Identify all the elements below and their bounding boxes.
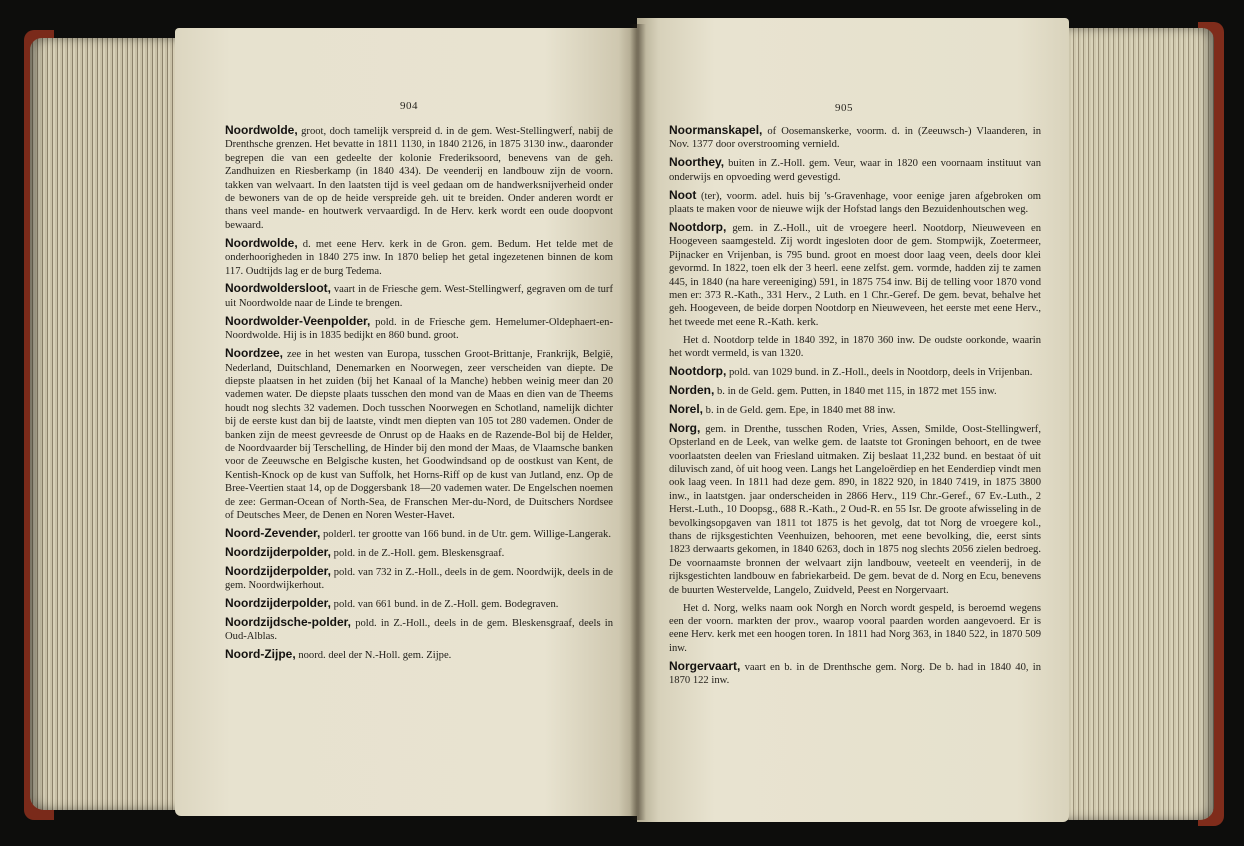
dictionary-entry <box>669 334 1041 361</box>
entry-headword: Noordzee, <box>225 346 284 361</box>
left-page-text <box>225 124 613 667</box>
dictionary-entry <box>669 422 1041 597</box>
entry-headword: Noordzijderpolder, <box>225 563 332 578</box>
entry-text: (ter), voorm. adel. huis bij 's-Gravenhage, voor eenige jaren afgebroken om plaats te maken voor de nieuwe wijk der Hofstad langs den Bezuidenhoutschen weg. <box>669 190 1041 216</box>
dictionary-entry <box>225 648 613 662</box>
entry-headword: Norg, <box>669 420 701 435</box>
entry-text: pold. in Z.-Holl., deels in de gem. Bleskensgraaf, deels in Oud-Alblas. <box>225 617 613 643</box>
entry-text: of Oosemanskerke, voorm. d. in (Zeeuwsch-) Vlaanderen, in Nov. 1377 door overstrooming vernield. <box>669 126 1041 151</box>
entry-text: buiten in Z.-Holl. gem. Veur, waar in 1820 een voornaam instituut van onderwijs en opvoeding werd gevestigd. <box>669 158 1041 183</box>
entry-text: groot, doch tamelijk verspreid d. in de gem. West-Stellingwerf, nabij de Drenthsche grenzen. Het bevatte in 1811 1130, in 1840 2126, in 1875 3130 inw., daaronder begrepen die van een gedeelte der kolonie Frederiksoord, benevens van de geh. Zandhuizen en Riesberkamp (in 1840 434). De veenderij en landbouw zijn de voorn. takken van welvaart. In den laatsten tijd is veel gedaan om de handwerksnijverheid onder de bewoners van de op de heide verspreide geh. uit te breiden. Onder anderen wordt er thans veel mande- en houtwerk vervaardigd. In de Herv. kerk wordt een oude doopvont bewaard. <box>225 126 613 231</box>
book-gutter <box>630 24 646 820</box>
entry-headword: Norel, <box>669 401 704 416</box>
entry-text: Het d. Norg, welks naam ook Norgh en Norch wordt gespeld, is beroemd wegens een der voorn. markten der prov., waarop vooral paarden worden aangevoerd. Er is eene Herv. kerk met een hoogen toren. In 1811 had Norg 363, in 1840 522, in 1870 509 inw. <box>669 602 1041 654</box>
dictionary-entry <box>225 282 613 310</box>
entry-headword: Noord-Zijpe, <box>225 647 296 662</box>
entry-text: pold. van 1029 bund. in Z.-Holl., deels in Nootdorp, deels in Vrijenban. <box>726 367 1033 378</box>
entry-headword: Noordzijderpolder, <box>225 544 332 559</box>
entry-text: pold. van 732 in Z.-Holl., deels in de gem. Noordwijk, deels in de gem. Noordwijkerhout. <box>225 566 613 592</box>
entry-text: vaart in de Friesche gem. West-Stellingwerf, gegraven om de turf uit Noordwolde naar de Linde te brengen. <box>225 284 613 309</box>
page-number: 905 <box>835 102 853 114</box>
entry-headword: Noot <box>669 187 697 202</box>
dictionary-entry <box>225 124 613 232</box>
entry-headword: Noordwolder-Veenpolder, <box>225 313 371 328</box>
dictionary-entry <box>669 602 1041 656</box>
entry-headword: Noormanskapel, <box>669 123 763 137</box>
dictionary-entry <box>225 237 613 278</box>
entry-text: gem. in Z.-Holl., uit de vroegere heerl. Nootdorp, Nieuweveen en Hoogeveen saamgesteld. Zij wordt ingesloten door de gem. Stompwijk, Zoetermeer, Pijnacker en Vrijenban, is 795 bund. groot en moest door laag veen, deels door klei gevormd. In 1822, toen elk der 3 heerl. eene zelfst. gem. vormde, hadden zij te zamen 445, in 1840 (na hare vereeniging) 591, in 1875 754 inw. Bij de telling voor 1870 vond men er: 373 R.-Kath., 331 Herv., 2 Luth. en 1 Chr.-Geref. De gem. bevat, behalve het geh. Hoogeveen, de beide dorpen Nootdorp en Nieuweveen, het eerste met eene Herv., het tweede met eene R.-Kath. kerk. <box>669 222 1041 328</box>
entry-text: polderl. ter grootte van 166 bund. in de Utr. gem. Willige-Langerak. <box>320 528 611 540</box>
dictionary-entry <box>225 546 613 560</box>
entry-headword: Nootdorp, <box>669 219 727 234</box>
dictionary-entry <box>225 315 613 343</box>
dictionary-entry <box>669 365 1041 379</box>
entry-headword: Norgervaart, <box>669 658 741 673</box>
entry-text: zee in het westen van Europa, tusschen Groot-Brittanje, Frankrijk, België, Nederland, Duitschland, Denemarken en Noorwegen, zeer verscheiden van diepte. De diepste plaatsen in het zuiden (bij het Kanaal of la Manche) hebben weinig meer dan 20 vademen water. De diepste plaats tusschen den mond van de Maas en dien van de Theems houdt nog slechts 32 vademen. Doch tusschen Noorwegen en Schotland, namelijk dichter bij de eerste kust dan bij de laatste, vindt men diepten van 105 tot 280 vademen. Onder de banken zijn de meest gevreesde de Onrust op de Haaks en de Razende-Bol bij de Helder, de Noordvaarder bij Terschelling, de Hinder bij den mond der Maas, de Vlaamsche banken voor de Zeeuwsche en Belgische kusten, het Goodwindsand op de oostkust van Kent, de Kentish-Knock op de kust van Suffolk, het Horns-Riff op de kust van Jutland, enz. Op de Bree-Veertien staat 14, op de Doggersbank 18—20 vademen water. De Engelschen noemen de zee: German-Ocean of North-Sea, de Franschen Mer-du-Nord, de Duitschers Nordsee of Deutsches Meer, de Denen en Noren Wester-Havet. <box>225 349 614 521</box>
entry-text: pold. van 661 bund. in de Z.-Holl. gem. Bodegraven. <box>331 599 559 610</box>
left-page <box>175 28 637 816</box>
dictionary-entry <box>669 384 1041 398</box>
entry-headword: Nootdorp, <box>669 364 727 378</box>
entry-headword: Norden, <box>669 382 715 397</box>
entry-headword: Noorthey, <box>669 155 725 170</box>
dictionary-entry <box>225 347 613 522</box>
entry-text: Het d. Nootdorp telde in 1840 392, in 1870 360 inw. De oudste oorkonde, waarin het wordt vermeld, is van 1320. <box>669 334 1041 360</box>
entry-headword: Noordwoldersloot, <box>225 281 331 296</box>
entry-text: pold. in de Z.-Holl. gem. Bleskensgraaf. <box>331 547 505 559</box>
entry-text: vaart en b. in de Drenthsche gem. Norg. De b. had in 1840 40, in 1870 122 inw. <box>669 661 1041 687</box>
entry-text: gem. in Drenthe, tusschen Roden, Vries, Assen, Smilde, Oost-Stellingwerf, Opsterland en de Leek, van welke gem. de laatste tot Groningen behoort, en de twee voorlaatsten deelen van Friesland uitmaken. Zij beslaat 11,232 bund. en bestaat òf uit diluvisch zand, òf uit hoog veen. Langs het Langeloërdiep en het Eenderdiep vindt men ook laag veen. In 1811 had deze gem. 890, in 1822 920, in 1840 7419, in 1875 3800 inw., in laatstgen. jaar onderscheiden in 2866 Herv., 119 Chr.-Geref., 67 Ev.-Luth., 2 Herst.-Luth., 10 Doopsg., 688 R.-Kath., 2 Oud-R. en 55 Isr. De groote afwisseling in de bevolkingsopgaven van 1811 tot 1875 is het gevolg, dat tot Norg de vroegere kol., thans de rijksgestichten Veenhuizen, behooren, met eene bevolking, die, eerst sints 1823 derwaarts gekomen, in 1840 6263, doch in 1875 nog slechts 2056 zielen bedroeg. De voornaamste bronnen der welvaart zijn landbouw, veeteelt en veenderij, in de rijksgestichten landbouw en fabriekarbeid. De gem. bevat de d. Norg en Ecu, benevens de buurten Westervelde, Langelo, Zuidveld, Peest en Norgervaart. <box>669 423 1041 596</box>
dictionary-entry <box>669 124 1041 152</box>
page-edges-left <box>30 38 180 810</box>
entry-text: b. in de Geld. gem. Epe, in 1840 met 88 inw. <box>703 404 896 416</box>
dictionary-entry <box>225 616 613 644</box>
entry-headword: Noordwolde, <box>225 235 298 250</box>
dictionary-entry <box>669 156 1041 184</box>
dictionary-entry <box>225 527 613 541</box>
entry-text: d. met eene Herv. kerk in de Gron. gem. Bedum. Het telde met de onderhoorigheden in 1840 275 inw. In 1870 beliep het getal ingezetenen binnen de kom 117. Oudtijds lag er de burg Tedema. <box>225 238 613 277</box>
dictionary-entry <box>669 189 1041 217</box>
entry-headword: Noordzijdsche-polder, <box>225 614 352 629</box>
dictionary-entry <box>669 403 1041 417</box>
entry-text: pold. in de Friesche gem. Hemelumer-Oldephaert-en-Noordwolde. Hij is in 1835 bedijkt en 860 bund. groot. <box>225 316 613 342</box>
entry-text: noord. deel der N.-Holl. gem. Zijpe. <box>295 650 452 662</box>
page-number: 904 <box>400 100 418 112</box>
entry-text: b. in de Geld. gem. Putten, in 1840 met 115, in 1872 met 155 inw. <box>714 385 997 397</box>
dictionary-entry <box>225 565 613 593</box>
dictionary-entry <box>669 660 1041 688</box>
page-edges-right <box>1066 28 1214 820</box>
dictionary-entry <box>669 221 1041 329</box>
right-page-text <box>669 124 1041 692</box>
entry-headword: Noordzijderpolder, <box>225 596 332 610</box>
dictionary-entry <box>225 597 613 611</box>
entry-headword: Noord-Zevender, <box>225 525 321 540</box>
right-page <box>637 18 1069 822</box>
entry-headword: Noordwolde, <box>225 123 298 137</box>
